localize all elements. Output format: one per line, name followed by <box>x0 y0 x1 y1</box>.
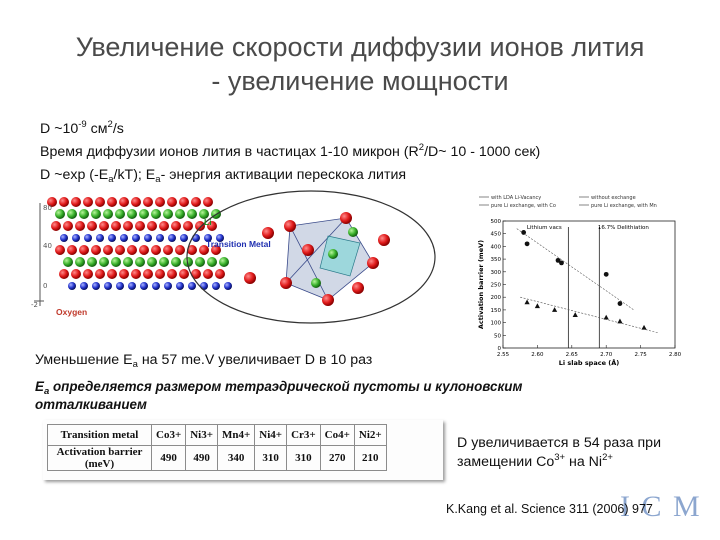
lattice-atom <box>180 234 188 242</box>
lattice-atom <box>168 234 176 242</box>
institute-logo: I C M <box>620 490 702 523</box>
lattice-atom <box>171 221 181 231</box>
x-tick-label: 2.55 <box>496 352 510 358</box>
lattice-atom <box>87 221 97 231</box>
lattice-atom <box>167 197 177 207</box>
lattice-atom <box>115 245 125 255</box>
axis-stub-labels <box>31 204 52 309</box>
crystal-structure-figure <box>28 188 448 373</box>
lattice-atom <box>103 209 113 219</box>
title-line-1: Увеличение скорости диффузии ионов лития <box>75 32 645 62</box>
lattice-atom <box>119 269 129 279</box>
x-tick-label: 2.80 <box>668 352 682 358</box>
page-title <box>0 30 720 98</box>
lattice-atom <box>91 209 101 219</box>
lattice-atom <box>120 234 128 242</box>
octahedron <box>244 212 390 306</box>
ea-note-line-2: отталкиванием <box>35 397 147 412</box>
lattice-atom <box>135 257 145 267</box>
lattice-atom <box>131 269 141 279</box>
increase-line-1: D увеличивается в 54 раза при <box>457 435 661 451</box>
lattice-atom <box>96 234 104 242</box>
axis-stub <box>34 203 44 306</box>
lattice-atom <box>212 282 220 290</box>
table-row-label: Activation barrier (meV) <box>48 446 152 471</box>
lattice-atom <box>163 245 173 255</box>
lattice-atom <box>119 197 129 207</box>
lattice-atom <box>200 282 208 290</box>
d-unit-exponent: 2 <box>107 119 113 130</box>
diffusion-time-line <box>40 143 540 161</box>
reference-citation: K.Kang et al. Science 311 (2006) 977 <box>446 502 653 516</box>
lattice-atom <box>79 209 89 219</box>
svg-text:-2: -2 <box>31 301 38 309</box>
x-axis-title: Li slab space (Å) <box>558 359 620 367</box>
lattice-atom <box>60 234 68 242</box>
y-tick-label: 500 <box>490 219 501 225</box>
lattice-atom <box>144 234 152 242</box>
svg-text:40: 40 <box>43 242 52 250</box>
y-tick-label: 250 <box>490 282 501 289</box>
lattice-atom <box>131 197 141 207</box>
label-li: Li <box>204 217 212 227</box>
region-annotation: Lithium vacs <box>526 225 562 231</box>
lattice-atom <box>135 221 145 231</box>
lattice-atom <box>59 269 69 279</box>
region-annotation: 16.7% Delithiation <box>597 225 649 231</box>
time-text-b: /D~ 10 - 1000 сек) <box>424 144 541 160</box>
d-exponent: -9 <box>78 119 87 130</box>
lattice-atom <box>95 269 105 279</box>
increase-text-a: замещении Co <box>457 454 555 470</box>
increase-sup-2: 2+ <box>602 452 613 463</box>
lattice-atom <box>123 221 133 231</box>
svg-text:80: 80 <box>43 204 52 212</box>
activation-barrier-chart <box>475 193 685 373</box>
data-point <box>559 261 564 266</box>
table-header-cell: Co3+ <box>152 425 186 446</box>
decrease-statement <box>35 351 372 369</box>
lattice-atom <box>95 197 105 207</box>
lattice-atom <box>111 257 121 267</box>
lattice-atom <box>127 245 137 255</box>
lattice-atom <box>171 257 181 267</box>
legend-label: pure Li exchange, with Mn <box>591 203 657 209</box>
lattice-atom <box>71 197 81 207</box>
d-prefix: D ~10 <box>40 121 79 137</box>
formula-sub-1: a <box>108 174 114 185</box>
d-unit-suffix: /s <box>112 121 124 137</box>
lattice-atom <box>191 197 201 207</box>
lattice-atom <box>187 209 197 219</box>
table-cell: 210 <box>354 446 386 471</box>
y-tick-label: 0 <box>497 346 501 352</box>
lattice-atom <box>79 245 89 255</box>
lattice-atom <box>155 269 165 279</box>
lattice-atom <box>175 245 185 255</box>
lattice-atom <box>179 269 189 279</box>
ea-note-line-1 <box>35 378 522 396</box>
lattice-atom <box>123 257 133 267</box>
data-point <box>525 241 530 246</box>
table-cell: 310 <box>255 446 287 471</box>
time-exponent: 2 <box>418 142 425 153</box>
lattice-atom <box>192 234 200 242</box>
lattice-atom <box>84 234 92 242</box>
lattice-atom <box>163 209 173 219</box>
decrease-text-a: Уменьшение E <box>35 352 133 368</box>
table-header-cell: Ni3+ <box>186 425 218 446</box>
increase-sup-1: 3+ <box>554 452 566 463</box>
lattice-atom <box>67 209 77 219</box>
barrier-table-panel <box>43 420 443 480</box>
lattice-atom <box>139 245 149 255</box>
legend-label: pure Li exchange, with Co <box>491 203 556 209</box>
increase-text-b: на Ni <box>565 454 603 470</box>
label-transition-metal: Transition Metal <box>206 239 271 249</box>
y-tick-label: 200 <box>490 295 501 302</box>
table-header-cell: Co4+ <box>320 425 354 446</box>
lattice-atom <box>107 269 117 279</box>
lattice-atom <box>195 257 205 267</box>
lattice-atom <box>155 197 165 207</box>
legend-label: without exchange <box>591 195 636 201</box>
lattice-atom <box>75 257 85 267</box>
crystal-structure-svg <box>28 188 448 373</box>
lattice-atom <box>164 282 172 290</box>
x-tick-label: 2.75 <box>634 352 647 358</box>
table-header-cell: Transition metal <box>48 425 152 446</box>
plot-area <box>503 221 675 348</box>
title-line-2: - увеличение мощности <box>211 66 509 96</box>
x-tick-label: 2.60 <box>531 352 544 358</box>
table-header-cell: Mn4+ <box>218 425 255 446</box>
lattice-atom <box>72 234 80 242</box>
lattice-atom <box>92 282 100 290</box>
lattice-atom <box>68 282 76 290</box>
ea-note-text-1: определяется размером тетраэдрической пустоты и кулоновским <box>49 379 523 394</box>
lattice-atom <box>188 282 196 290</box>
lattice-atom <box>99 257 109 267</box>
lattice-atom <box>116 282 124 290</box>
lattice-atom <box>151 209 161 219</box>
data-point <box>618 301 623 306</box>
lattice-atom <box>207 257 217 267</box>
ea-symbol: E <box>35 379 44 394</box>
barrier-table <box>47 424 387 471</box>
table-cell: 490 <box>152 446 186 471</box>
lattice-atom <box>151 245 161 255</box>
barrier-table-row <box>48 446 387 471</box>
lattice-atom <box>139 209 149 219</box>
lattice-atom <box>140 282 148 290</box>
lattice-atom <box>115 209 125 219</box>
lattice-atom <box>183 221 193 231</box>
y-tick-label: 150 <box>490 307 501 314</box>
label-oxygen: Oxygen <box>56 307 88 317</box>
activation-formula-line <box>40 166 406 184</box>
lattice-atom <box>176 282 184 290</box>
table-header-cell: Ni4+ <box>255 425 287 446</box>
d-unit: см <box>86 121 108 137</box>
lattice-atom <box>152 282 160 290</box>
y-tick-label: 400 <box>490 244 501 251</box>
lattice-atom <box>147 221 157 231</box>
formula-a: D ~exp (-E <box>40 167 109 183</box>
lattice-atom <box>203 197 213 207</box>
data-point <box>521 230 526 235</box>
lattice-atom <box>219 257 229 267</box>
lattice-atom <box>127 209 137 219</box>
x-tick-label: 2.65 <box>565 352 578 358</box>
lattice-atom <box>67 245 77 255</box>
lattice-atom <box>179 197 189 207</box>
y-tick-label: 50 <box>494 333 501 340</box>
lattice-atom <box>156 234 164 242</box>
lattice-atom <box>143 197 153 207</box>
formula-c: - энергия активации перескока лития <box>160 167 407 183</box>
decrease-text-b: на 57 me.V увеличивает D в 10 раз <box>137 352 373 368</box>
data-point <box>604 272 609 277</box>
lattice-atom <box>83 269 93 279</box>
formula-sub-2: a <box>155 174 161 185</box>
ea-sub: a <box>43 386 50 397</box>
lattice-atom <box>215 269 225 279</box>
lattice-atom <box>167 269 177 279</box>
lattice-atom <box>80 282 88 290</box>
legend-label: with LDA Li-Vacancy <box>491 195 542 201</box>
decrease-sub: a <box>132 359 138 370</box>
lattice-atom <box>108 234 116 242</box>
lattice-atom <box>51 221 61 231</box>
lattice-atom <box>111 221 121 231</box>
structure-labels <box>56 217 271 317</box>
lattice-atom <box>107 197 117 207</box>
lattice-atom <box>103 245 113 255</box>
lattice-atom <box>104 282 112 290</box>
y-tick-label: 350 <box>490 257 501 264</box>
table-header-cell: Ni2+ <box>354 425 386 446</box>
lattice-atom <box>55 245 65 255</box>
lattice-atom <box>203 269 213 279</box>
lattice-atom <box>63 221 73 231</box>
y-tick-label: 450 <box>490 231 501 238</box>
table-cell: 490 <box>186 446 218 471</box>
lattice-atom <box>147 257 157 267</box>
lattice-atom <box>71 269 81 279</box>
diffusion-coefficient-line <box>40 120 124 138</box>
time-text-a: Время диффузии ионов лития в частицах 1-10 микрон (R <box>40 144 419 160</box>
lattice-atom <box>99 221 109 231</box>
layered-lattice <box>47 197 232 290</box>
y-tick-label: 100 <box>490 320 501 327</box>
lattice-atom <box>224 282 232 290</box>
lattice-atom <box>143 269 153 279</box>
lattice-atom <box>75 221 85 231</box>
lattice-atom <box>63 257 73 267</box>
x-tick-label: 2.70 <box>600 352 613 358</box>
lattice-atom <box>59 197 69 207</box>
lattice-atom <box>175 209 185 219</box>
formula-b: /kT); E <box>113 167 156 183</box>
lattice-atom <box>159 257 169 267</box>
increase-line-2 <box>457 453 613 471</box>
lattice-atom <box>132 234 140 242</box>
lattice-atom <box>128 282 136 290</box>
table-cell: 270 <box>320 446 354 471</box>
lattice-atom <box>87 257 97 267</box>
barrier-table-header <box>48 425 387 446</box>
y-axis-title: Activation barrier (meV) <box>477 239 485 330</box>
svg-text:0: 0 <box>43 282 48 290</box>
table-cell: 340 <box>218 446 255 471</box>
lattice-atom <box>55 209 65 219</box>
lattice-atom <box>159 221 169 231</box>
lattice-atom <box>91 245 101 255</box>
table-cell: 310 <box>287 446 321 471</box>
lattice-atom <box>83 197 93 207</box>
y-tick-label: 300 <box>490 269 501 276</box>
chart-svg <box>475 193 685 373</box>
table-header-cell: Cr3+ <box>287 425 321 446</box>
